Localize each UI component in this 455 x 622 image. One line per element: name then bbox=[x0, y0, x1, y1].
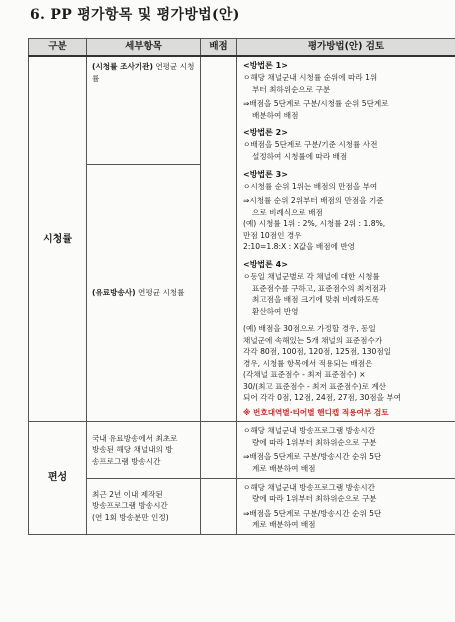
table-row bbox=[29, 478, 455, 534]
page-title: 6. PP 평가항목 및 평가방법(안) bbox=[30, 7, 240, 23]
method-text: ㅇ해당 채널군내 시청률 순위에 따라 1위 bbox=[243, 73, 378, 83]
method-text: ㅇ배점을 5단계로 구분/기준 시청률 사전 bbox=[243, 140, 378, 150]
method-text: 설정하여 시청률에 따라 배점 bbox=[252, 151, 348, 161]
score-cell bbox=[201, 478, 237, 534]
method-viewership bbox=[237, 56, 455, 422]
example-text: 경우, 시청률 항목에서 적용되는 배점은 bbox=[243, 358, 373, 368]
subitem-first-broadcast bbox=[87, 422, 201, 478]
score-cell bbox=[201, 56, 237, 422]
method-text: 최고점을 배점 크기에 맞춰 비례하도록 bbox=[252, 295, 380, 305]
category-viewership: 시청률 bbox=[29, 56, 87, 422]
table-row bbox=[29, 56, 455, 165]
subitem-text: 송프로그램 방송시간 bbox=[92, 456, 161, 466]
method-text: ⇒배점을 5단계로 구분/방송시간 순위 5단 bbox=[243, 508, 382, 518]
method-text: 량에 따라 1위부터 최하위순으로 구분 bbox=[252, 437, 377, 447]
subitem-recent-production bbox=[87, 478, 201, 534]
method-text: (예) 시청률 1위 : 2%, 시청률 2위 : 1.8%, bbox=[243, 219, 386, 229]
subitem-text: 국내 유료방송에서 최초로 bbox=[92, 433, 178, 443]
category-programming: 편성 bbox=[29, 422, 87, 534]
subitem-label: (유료방송사) bbox=[92, 288, 136, 298]
method-text: ㅇ동일 채널군별로 각 채널에 대한 시청률 bbox=[243, 272, 380, 281]
table-header-row bbox=[29, 39, 455, 57]
subitem-text: 방송된 해당 채널내의 방 bbox=[92, 445, 173, 455]
method-text: ⇒배점을 5단계로 구분/방송시간 순위 5단 bbox=[243, 452, 382, 462]
subitem-paytv-viewership bbox=[87, 165, 201, 422]
method-text: 량에 따라 1위부터 최하위순으로 구분 bbox=[252, 494, 377, 504]
method-text: ㅇ해당 채널군내 방송프로그램 방송시간 bbox=[243, 482, 375, 492]
method-text: ⇒배점을 5단계로 구분/시청률 순위 5단계로 bbox=[243, 99, 389, 109]
example-text: (각채널 표준점수 - 최저 표준점수) × bbox=[243, 370, 366, 380]
subitem-label: (시청률 조사기관) bbox=[92, 62, 153, 71]
header-category: 구분 bbox=[29, 39, 87, 57]
subitem-text: 연평균 시청률 bbox=[92, 62, 195, 83]
method-text: 환산하여 반영 bbox=[252, 306, 299, 316]
example-text: (예) 배점을 30점으로 가정할 경우, 동일 bbox=[243, 324, 376, 334]
subitem-text: (연 1회 방송분만 인정) bbox=[92, 512, 169, 522]
subitem-text: 방송프로그램 방송시간 bbox=[92, 501, 168, 511]
header-subitem: 세부항목 bbox=[87, 39, 201, 57]
method-text: ⇒시청률 순위 2위부터 배점의 만점을 기준 bbox=[243, 196, 384, 206]
handicap-note: ※ 번호대역별·티어별 핸디캡 적용여부 검토 bbox=[243, 407, 389, 417]
header-method: 평가방법(안) 검토 bbox=[237, 39, 455, 57]
method-text: ㅇ해당 채널군내 방송프로그램 방송시간 bbox=[243, 426, 375, 436]
method-first-broadcast bbox=[237, 422, 455, 478]
method-text: 부터 최하위순으로 구분 bbox=[252, 84, 331, 94]
method-text: 표준점수를 구하고, 표준점수의 최저점과 bbox=[252, 283, 387, 293]
method-title: <방법론 4> bbox=[243, 259, 288, 269]
method-text: 2:10=1.8:X : X값을 배점에 반영 bbox=[243, 242, 356, 252]
method-text: 계로 배분하여 배점 bbox=[252, 463, 316, 473]
method-text: ㅇ시청률 순위 1위는 배점의 만점을 부여 bbox=[243, 181, 378, 191]
method-title: <방법론 3> bbox=[243, 169, 288, 179]
example-text: 되어 각각 0점, 12점, 24점, 27점, 30점을 부여 bbox=[243, 393, 402, 403]
method-title: <방법론 1> bbox=[243, 61, 288, 70]
example-text: 각각 80점, 100점, 120점, 125점, 130점일 bbox=[243, 347, 392, 357]
subitem-text: 최근 2년 이내 제작된 bbox=[92, 489, 163, 499]
method-text: 배분하여 배점 bbox=[252, 110, 299, 120]
method-title: <방법론 2> bbox=[243, 128, 288, 138]
method-text: 으로 비례식으로 배점 bbox=[252, 207, 323, 217]
method-text: 만점 10점인 경우 bbox=[243, 230, 302, 240]
example-text: 30/(최고 표준점수 - 최저 표준점수)로 계산 bbox=[243, 381, 386, 391]
header-score: 배점 bbox=[201, 39, 237, 57]
example-text: 채널군에 속해있는 5개 채널의 표준점수가 bbox=[243, 335, 383, 345]
table-row bbox=[29, 422, 455, 478]
evaluation-table bbox=[28, 38, 455, 535]
method-text: 계로 배분하여 배점 bbox=[252, 520, 316, 530]
score-cell bbox=[201, 422, 237, 478]
subitem-text: 연평균 시청률 bbox=[135, 288, 185, 298]
subitem-survey-viewership bbox=[87, 56, 201, 165]
method-recent-production bbox=[237, 478, 455, 534]
